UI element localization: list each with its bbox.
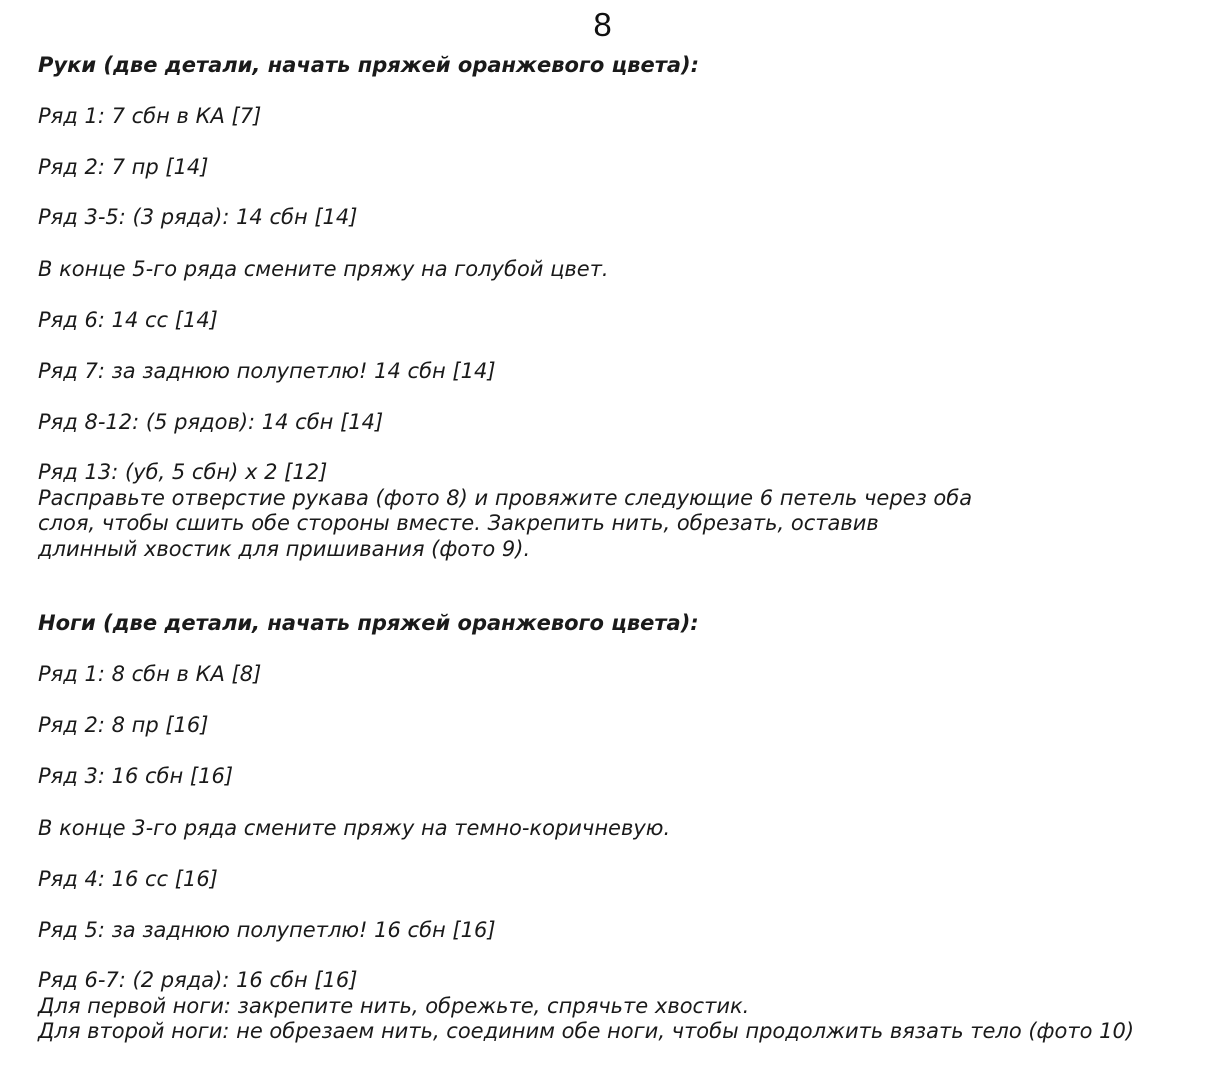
legs-color-change-note: В конце 3-го ряда смените пряжу на темно-коричневую.: [38, 816, 671, 840]
arms-row-6: Ряд 6: 14 сс [14]: [38, 308, 218, 332]
legs-row-6-7: Ряд 6-7: (2 ряда): 16 сбн [16]: [38, 968, 358, 992]
legs-row-3: Ряд 3: 16 сбн [16]: [38, 764, 234, 788]
arms-color-change-note: В конце 5-го ряда смените пряжу на голубой цвет.: [38, 257, 609, 281]
legs-row-2: Ряд 2: 8 пр [16]: [38, 713, 209, 737]
arms-row-8-12: Ряд 8-12: (5 рядов): 14 сбн [14]: [38, 410, 384, 434]
arms-heading: Руки (две детали, начать пряжей оранжевого цвета):: [38, 53, 700, 77]
page-number: 8: [593, 6, 612, 43]
arms-row-2: Ряд 2: 7 пр [14]: [38, 155, 209, 179]
legs-row-5: Ряд 5: за заднюю полупетлю! 16 сбн [16]: [38, 918, 496, 942]
arms-instruction-line-2: слоя, чтобы сшить обе стороны вместе. Закрепить нить, обрезать, оставив: [38, 511, 879, 535]
arms-row-13: Ряд 13: (уб, 5 сбн) x 2 [12]: [38, 460, 328, 484]
legs-row-4: Ряд 4: 16 сс [16]: [38, 867, 218, 891]
legs-instruction-line-2: Для второй ноги: не обрезаем нить, соединим обе ноги, чтобы продолжить вязать тело (фото 10): [38, 1019, 1135, 1043]
legs-final-block: [38, 968, 1134, 1045]
legs-row-1: Ряд 1: 8 сбн в КА [8]: [38, 662, 262, 686]
arms-row-3-5: Ряд 3-5: (3 ряда): 14 сбн [14]: [38, 205, 358, 229]
arms-final-block: [38, 460, 972, 562]
arms-instruction-line-1: Расправьте отверстие рукава (фото 8) и провяжите следующие 6 петель через оба: [38, 485, 973, 510]
legs-instruction-line-1: Для первой ноги: закрепите нить, обрежьте, спрячьте хвостик.: [38, 993, 750, 1018]
arms-row-7: Ряд 7: за заднюю полупетлю! 14 сбн [14]: [38, 359, 496, 383]
arms-instruction-line-3: длинный хвостик для пришивания (фото 9).: [38, 536, 531, 561]
legs-heading: Ноги (две детали, начать пряжей оранжевого цвета):: [38, 611, 699, 635]
arms-row-1: Ряд 1: 7 сбн в КА [7]: [38, 104, 262, 128]
